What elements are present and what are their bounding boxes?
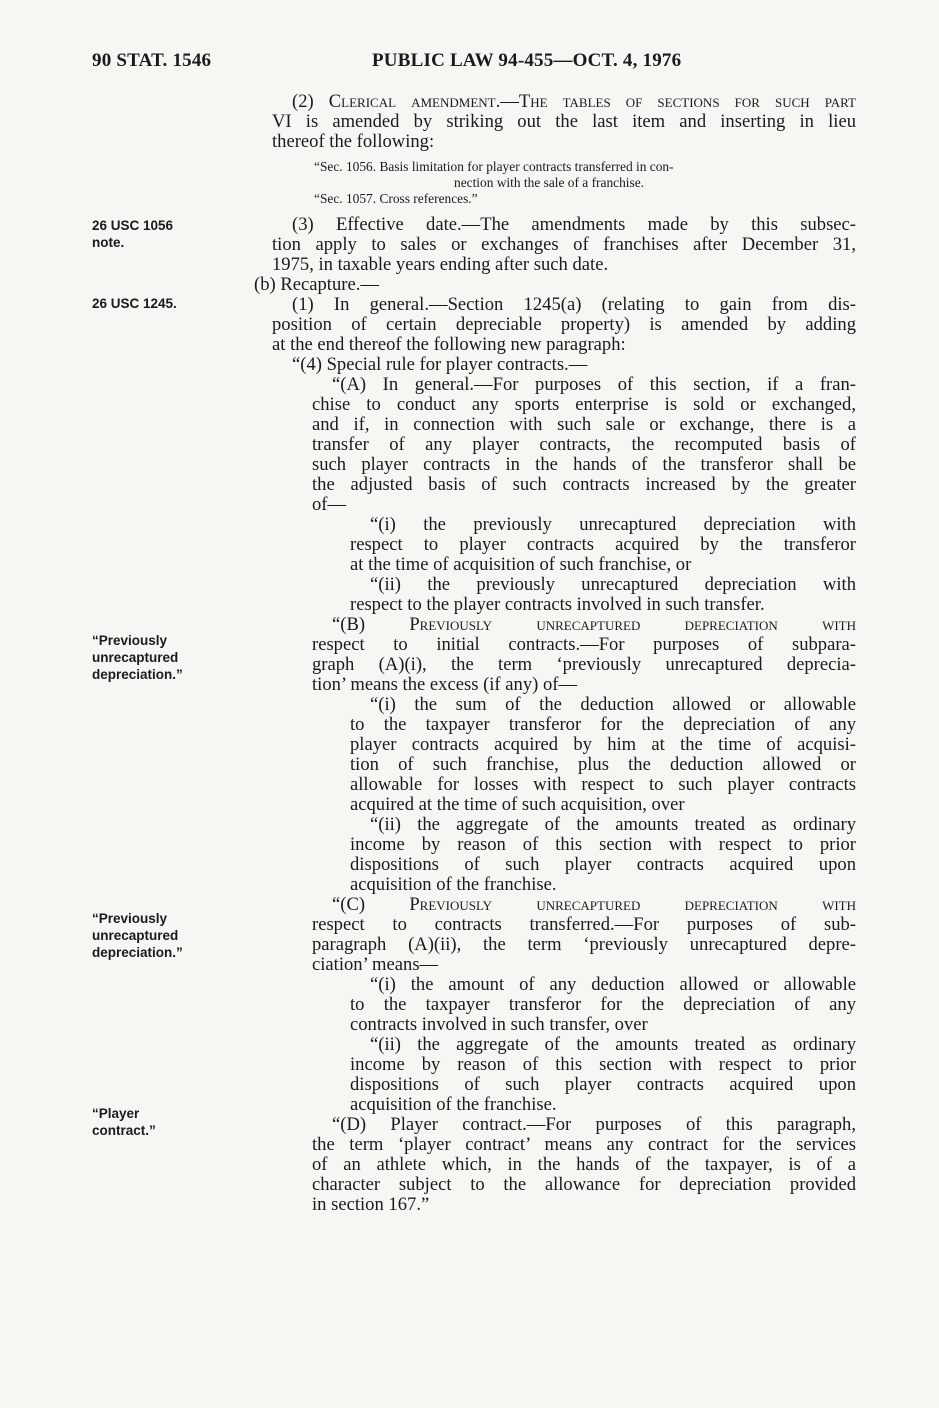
text-line: “(B) Previously unrecaptured depreciation with: [332, 614, 856, 635]
text-line: of an athlete which, in the hands of the taxpayer, is of a: [312, 1154, 856, 1175]
text-line: “(i) the previously unrecaptured depreciation with: [370, 514, 856, 535]
public-law-title: PUBLIC LAW 94-455—OCT. 4, 1976: [372, 50, 682, 71]
margin-note-line: unrecaptured: [92, 650, 179, 665]
text-line: tion of such franchise, plus the deduction allowed or: [350, 754, 856, 775]
text-line: “(ii) the previously unrecaptured depreciation with: [370, 574, 856, 595]
text-line: character subject to the allowance for depreciation provided: [312, 1174, 856, 1195]
margin-note-line: 26 USC 1245.: [92, 296, 177, 311]
margin-note-previously-unrecaptured-1: [92, 632, 183, 683]
text-line: respect to contracts transferred.—For purposes of sub-: [312, 914, 856, 935]
text-line: graph (A)(i), the term ‘previously unrecaptured deprecia-: [312, 654, 856, 675]
section-heading: (b) Recapture.—: [254, 274, 379, 295]
margin-note-line: “Previously: [92, 911, 168, 926]
text-line: contracts involved in such transfer, over: [350, 1014, 648, 1035]
margin-note-line: unrecaptured: [92, 928, 179, 943]
text-line: (1) In general.—Section 1245(a) (relating to gain from dis-: [292, 294, 856, 315]
margin-note-line: “Previously: [92, 633, 168, 648]
text-line: position of certain depreciable property) is amended by adding: [272, 314, 856, 335]
text-line: acquisition of the franchise.: [350, 1094, 557, 1115]
text-line: income by reason of this section with respect to prior: [350, 834, 856, 855]
text-line: the adjusted basis of such contracts increased by the greater: [312, 474, 856, 495]
text-line: such player contracts in the hands of the transferor shall be: [312, 454, 856, 475]
text-line: acquired at the time of such acquisition, over: [350, 794, 685, 815]
margin-note-line: 26 USC 1056: [92, 218, 174, 233]
text-line: at the end thereof the following new paragraph:: [272, 334, 626, 355]
text-line: respect to initial contracts.—For purposes of subpara-: [312, 634, 856, 655]
text-line: transfer of any player contracts, the recomputed basis of: [312, 434, 856, 455]
text-line: to the taxpayer transferor for the depreciation of any: [350, 714, 856, 735]
paragraph-heading: “(4) Special rule for player contracts.—: [292, 354, 588, 375]
text-line: paragraph (A)(ii), the term ‘previously unrecaptured depre-: [312, 934, 856, 955]
text-line: 1975, in taxable years ending after such date.: [272, 254, 609, 275]
text-line: respect to the player contracts involved in such transfer.: [350, 594, 765, 615]
text-line: the term ‘player contract’ means any contract for the services: [312, 1134, 856, 1155]
text-line: player contracts acquired by him at the time of acquisi-: [350, 734, 856, 755]
table-entry-line: “Sec. 1056. Basis limitation for player contracts transferred in con-: [314, 159, 674, 174]
text-line: [292, 92, 856, 112]
text-line: “(ii) the aggregate of the amounts treated as ordinary: [370, 1034, 856, 1055]
margin-note-usc-1056: [92, 217, 173, 251]
margin-note-line: contract.”: [92, 1123, 156, 1138]
text-line: “(i) the amount of any deduction allowed or allowable: [370, 974, 856, 995]
margin-note-usc-1245: [92, 295, 177, 312]
text-line: income by reason of this section with respect to prior: [350, 1054, 856, 1075]
text-line: thereof the following:: [272, 131, 435, 152]
text-line-content: (2) Clerical amendment.—The tables of sections for such part: [292, 91, 856, 112]
text-line: in section 167.”: [312, 1194, 430, 1215]
table-entry-line: nection with the sale of a franchise.: [454, 175, 644, 190]
text-line: of—: [312, 494, 347, 515]
text-line: VI is amended by striking out the last item and inserting in lieu: [272, 111, 856, 132]
text-line: “(i) the sum of the deduction allowed or allowable: [370, 694, 856, 715]
text-line: respect to player contracts acquired by the transferor: [350, 534, 856, 555]
text-line: allowable for losses with respect to such player contracts: [350, 774, 856, 795]
margin-note-line: depreciation.”: [92, 945, 183, 960]
text-line: dispositions of such player contracts acquired upon: [350, 1074, 856, 1095]
text-line: and if, in connection with such sale or exchange, there is a: [312, 414, 856, 435]
text-line: at the time of acquisition of such franchise, or: [350, 554, 692, 575]
text-line: tion apply to sales or exchanges of franchises after December 31,: [272, 234, 856, 255]
margin-note-previously-unrecaptured-2: [92, 910, 183, 961]
text-line: to the taxpayer transferor for the depreciation of any: [350, 994, 856, 1015]
margin-note-line: depreciation.”: [92, 667, 183, 682]
text-line: “(A) In general.—For purposes of this section, if a fran-: [332, 374, 856, 395]
margin-note-player-contract: [92, 1105, 156, 1139]
text-line: (3) Effective date.—The amendments made by this subsec-: [292, 214, 856, 235]
text-line: “(C) Previously unrecaptured depreciation with: [332, 894, 856, 915]
table-entry-line: “Sec. 1057. Cross references.”: [314, 191, 478, 206]
text-line: tion’ means the excess (if any) of—: [312, 674, 578, 695]
margin-note-line: note.: [92, 235, 125, 250]
margin-note-line: “Player: [92, 1106, 140, 1121]
text-line: dispositions of such player contracts acquired upon: [350, 854, 856, 875]
text-line: “(D) Player contract.—For purposes of this paragraph,: [332, 1114, 856, 1135]
stat-page-number: 90 STAT. 1546: [92, 50, 212, 71]
text-line: ciation’ means—: [312, 954, 439, 975]
text-line: chise to conduct any sports enterprise is sold or exchanged,: [312, 394, 856, 415]
text-line: “(ii) the aggregate of the amounts treated as ordinary: [370, 814, 856, 835]
text-line: acquisition of the franchise.: [350, 874, 557, 895]
